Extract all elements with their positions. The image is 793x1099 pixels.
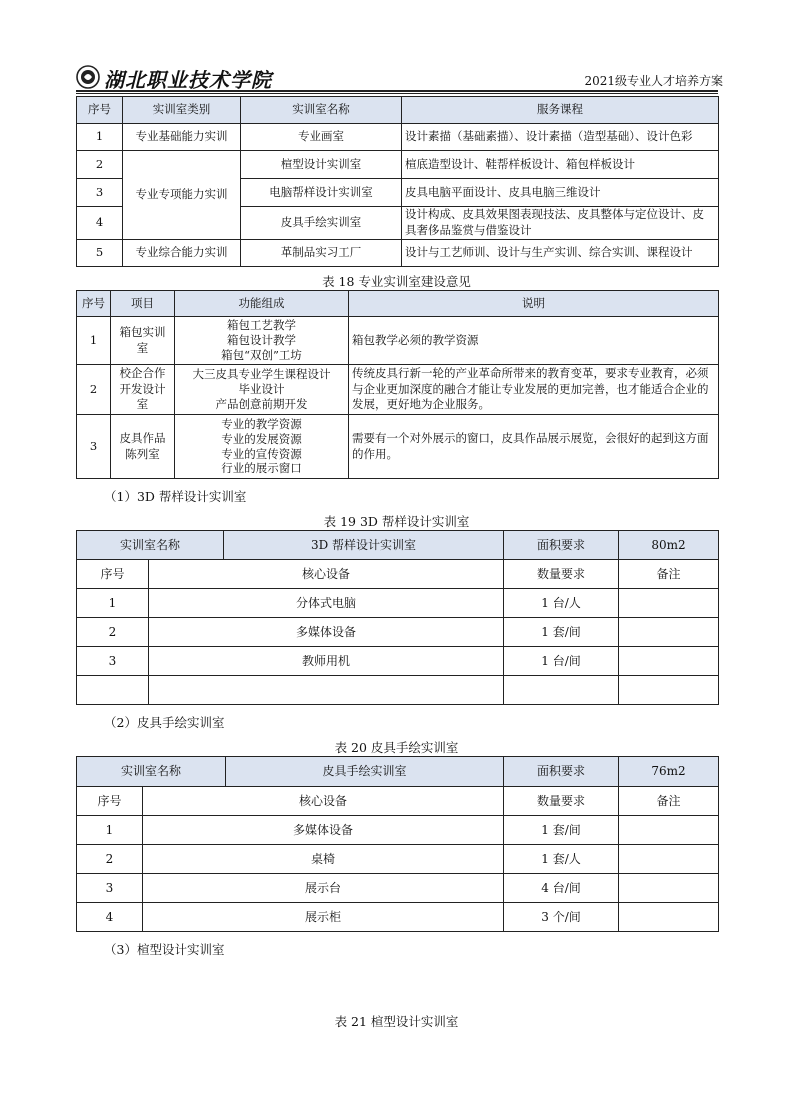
cell-courses: 设计素描（基础素描）、设计素描（造型基础）、设计色彩	[402, 124, 719, 151]
cell-functions	[175, 317, 349, 365]
cell-label: 序号	[77, 560, 149, 589]
cell-note	[619, 845, 719, 874]
table-row	[77, 676, 719, 705]
cell-desc: 需要有一个对外展示的窗口，皮具作品展示展览，会很好的起到这方面的作用。	[349, 415, 719, 479]
cell-no	[77, 676, 149, 705]
cell-room: 皮具手绘实训室	[241, 207, 402, 240]
function-line: 专业的宣传资源	[221, 446, 302, 461]
function-line: 行业的展示窗口	[221, 461, 302, 476]
header-cell: 3D 帮样设计实训室	[224, 531, 504, 560]
cell-category: 专业基础能力实训	[123, 124, 241, 151]
cell-note	[619, 647, 719, 676]
header-cell: 服务课程	[402, 97, 719, 124]
cell-qty: 1 套/间	[504, 816, 619, 845]
section-heading: （3）楦型设计实训室	[104, 942, 225, 957]
table-19	[76, 530, 719, 705]
cell-note	[619, 903, 719, 932]
header-cell: 实训室类别	[123, 97, 241, 124]
table-row	[77, 365, 719, 415]
cell-label: 备注	[619, 787, 719, 816]
cell-qty: 4 台/间	[504, 874, 619, 903]
cell-qty: 1 台/人	[504, 589, 619, 618]
cell-category: 专业专项能力实训	[123, 151, 241, 240]
cell-note	[619, 589, 719, 618]
cell-note	[619, 618, 719, 647]
table-20-caption: 表 20 皮具手绘实训室	[334, 740, 459, 755]
function-line: 箱包工艺教学	[227, 318, 296, 333]
table-row	[77, 816, 719, 845]
cell-desc: 传统皮具行新一轮的产业革命所带来的教育变革，要求专业教育，必须与企业更加深度的融合才能让专业发展的更加完善，也才能适合企业的发展，更好地为企业服务。	[349, 365, 719, 415]
cell-no: 1	[77, 124, 123, 151]
cell-label: 备注	[619, 560, 719, 589]
school-logo-icon	[76, 65, 100, 89]
header-cell: 面积要求	[504, 531, 619, 560]
cell-equip: 展示台	[143, 874, 504, 903]
table-row	[77, 151, 719, 179]
cell-no: 1	[77, 317, 111, 365]
cell-equip	[149, 676, 504, 705]
cell-label: 序号	[77, 787, 143, 816]
cell-item: 校企合作开发设计室	[111, 365, 175, 415]
header-cell: 项目	[111, 291, 175, 317]
table-row	[77, 845, 719, 874]
cell-no: 2	[77, 151, 123, 179]
table-header-row	[77, 291, 719, 317]
table-19-caption: 表 19 3D 帮样设计实训室	[323, 514, 470, 529]
cell-item: 箱包实训室	[111, 317, 175, 365]
table-row	[77, 757, 719, 787]
table-20	[76, 756, 719, 932]
cell-functions	[175, 415, 349, 479]
cell-no: 1	[77, 589, 149, 618]
cell-item: 皮具作品陈列室	[111, 415, 175, 479]
table-row	[77, 415, 719, 479]
header-cell: 实训室名称	[77, 757, 226, 787]
table-row	[77, 124, 719, 151]
header-cell: 实训室名称	[77, 531, 224, 560]
header-cell: 皮具手绘实训室	[226, 757, 504, 787]
cell-no: 2	[77, 618, 149, 647]
cell-equip: 多媒体设备	[143, 816, 504, 845]
cell-room: 电脑帮样设计实训室	[241, 179, 402, 207]
header-cell: 序号	[77, 97, 123, 124]
table-row	[77, 560, 719, 589]
cell-equip: 教师用机	[149, 647, 504, 676]
cell-equip: 展示柜	[143, 903, 504, 932]
cell-no: 2	[77, 365, 111, 415]
function-line: 产品创意前期开发	[215, 396, 308, 411]
table-18-caption: 表 18 专业实训室建设意见	[322, 274, 471, 289]
table-row	[77, 317, 719, 365]
table-row	[77, 240, 719, 267]
cell-equip: 分体式电脑	[149, 589, 504, 618]
cell-qty: 3 个/间	[504, 903, 619, 932]
table-row	[77, 903, 719, 932]
cell-note	[619, 816, 719, 845]
school-name: 湖北职业技术学院	[104, 68, 272, 92]
training-room-table	[76, 96, 719, 267]
header-cell: 76m2	[619, 757, 719, 787]
cell-qty: 1 套/间	[504, 618, 619, 647]
function-line: 专业的发展资源	[221, 431, 302, 446]
cell-label: 核心设备	[143, 787, 504, 816]
table-row	[77, 589, 719, 618]
cell-courses: 皮具电脑平面设计、皮具电脑三维设计	[402, 179, 719, 207]
cell-equip: 桌椅	[143, 845, 504, 874]
cell-courses: 设计构成、皮具效果图表现技法、皮具整体与定位设计、皮具奢侈品鉴赏与借鉴设计	[402, 207, 719, 240]
cell-no: 4	[77, 207, 123, 240]
table-21-caption: 表 21 楦型设计实训室	[334, 1014, 459, 1029]
cell-courses: 设计与工艺师训、设计与生产实训、综合实训、课程设计	[402, 240, 719, 267]
table-row	[77, 874, 719, 903]
cell-room: 专业画室	[241, 124, 402, 151]
section-heading: （1）3D 帮样设计实训室	[104, 489, 247, 504]
cell-room: 楦型设计实训室	[241, 151, 402, 179]
header-cell: 序号	[77, 291, 111, 317]
function-line: 专业的教学资源	[221, 416, 302, 431]
cell-label: 数量要求	[504, 787, 619, 816]
cell-no: 3	[77, 647, 149, 676]
header-cell: 80m2	[619, 531, 719, 560]
cell-no: 3	[77, 874, 143, 903]
cell-label: 数量要求	[504, 560, 619, 589]
cell-category: 专业综合能力实训	[123, 240, 241, 267]
header-divider-thin	[76, 93, 718, 94]
function-line: 大三皮具专业学生课程设计	[192, 367, 331, 382]
cell-no: 4	[77, 903, 143, 932]
cell-no: 3	[77, 179, 123, 207]
table-row	[77, 618, 719, 647]
section-heading: （2）皮具手绘实训室	[104, 715, 225, 730]
cell-functions	[175, 365, 349, 415]
header-cell: 面积要求	[504, 757, 619, 787]
function-line: 箱包设计教学	[227, 333, 296, 348]
table-row	[77, 647, 719, 676]
cell-desc: 箱包教学必须的教学资源	[349, 317, 719, 365]
cell-note	[619, 676, 719, 705]
table-header-row	[77, 97, 719, 124]
cell-no: 1	[77, 816, 143, 845]
cell-note	[619, 874, 719, 903]
cell-no: 5	[77, 240, 123, 267]
table-row	[77, 787, 719, 816]
cell-qty: 1 套/人	[504, 845, 619, 874]
cell-qty	[504, 676, 619, 705]
cell-no: 2	[77, 845, 143, 874]
cell-label: 核心设备	[149, 560, 504, 589]
header-divider	[76, 90, 718, 92]
header-cell: 功能组成	[175, 291, 349, 317]
cell-equip: 多媒体设备	[149, 618, 504, 647]
header-cell: 实训室名称	[241, 97, 402, 124]
cell-no: 3	[77, 415, 111, 479]
cell-room: 革制品实习工厂	[241, 240, 402, 267]
cell-courses: 楦底造型设计、鞋帮样板设计、箱包样板设计	[402, 151, 719, 179]
table-row	[77, 531, 719, 560]
header-cell: 说明	[349, 291, 719, 317]
cell-qty: 1 台/间	[504, 647, 619, 676]
function-line: 箱包“双创”工坊	[221, 347, 302, 362]
document-title: 2021级专业人才培养方案	[584, 74, 723, 88]
function-line: 毕业设计	[238, 382, 285, 397]
table-18	[76, 290, 719, 479]
